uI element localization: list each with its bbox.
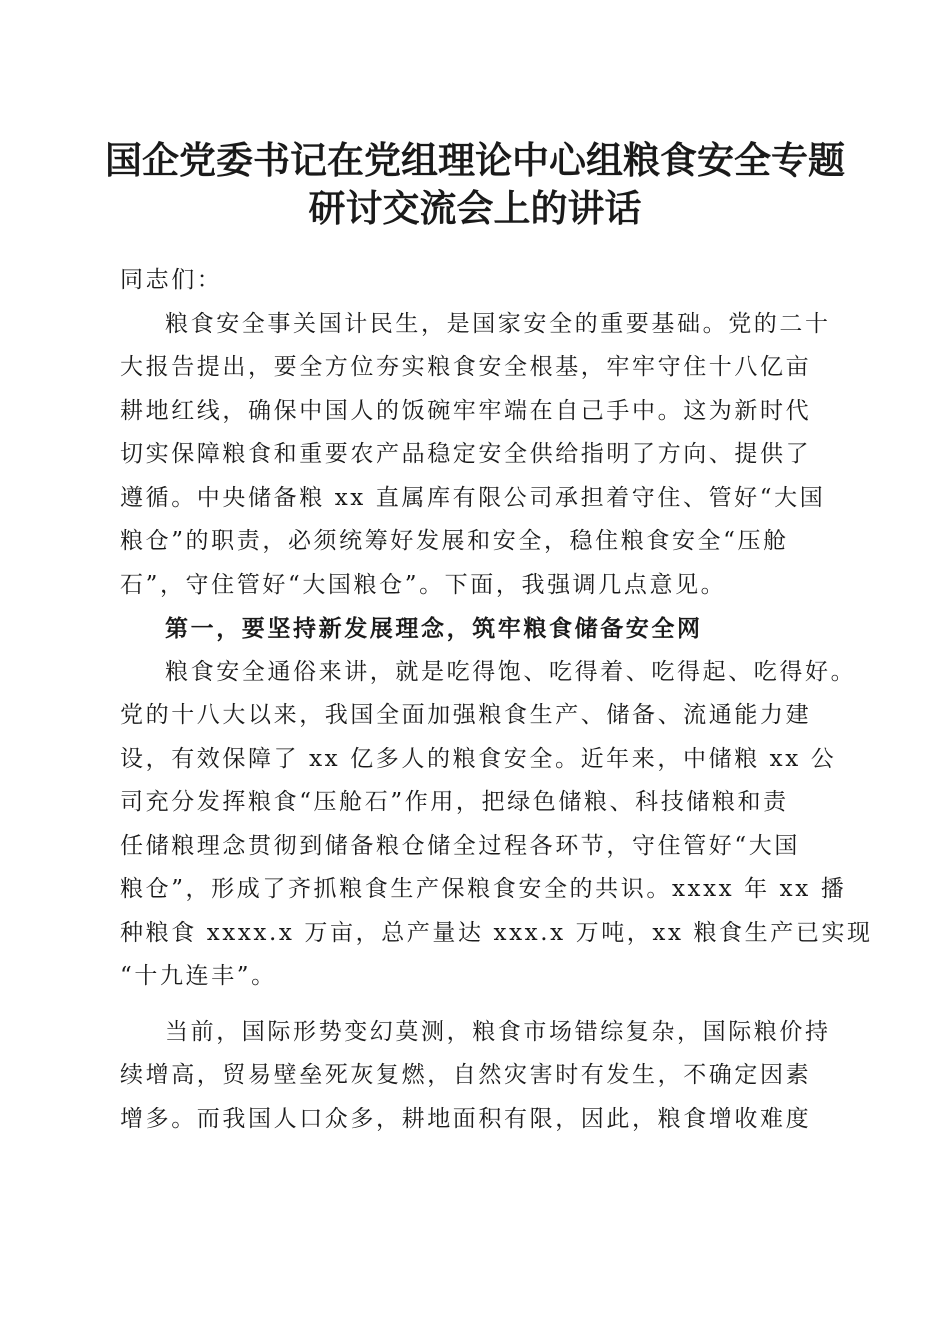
paragraph-line: 设，有效保障了 xx 亿多人的粮食安全。近年来，中储粮 xx 公 (120, 745, 837, 772)
paragraph-line: 切实保障粮食和重要农产品稳定安全供给指明了方向、提供了 (120, 441, 812, 467)
paragraph-line: 遵循。中央储备粮 xx 直属库有限公司承担着守住、管好“大国 (120, 484, 826, 511)
section-heading: 第一，要坚持新发展理念，筑牢粮食储备安全网 (165, 615, 703, 642)
paragraph-line: 石”，守住管好“大国粮仓”。下面，我强调几点意见。 (120, 571, 727, 598)
document-title-line-1: 国企党委书记在党组理论中心组粮食安全专题 (105, 138, 845, 182)
document-title-line-2: 研讨交流会上的讲话 (308, 186, 642, 230)
paragraph-line: 任储粮理念贯彻到储备粮仓储全过程各环节，守住管好“大国 (120, 832, 800, 859)
document-body (120, 259, 873, 1141)
paragraph-line: 粮食安全通俗来讲，就是吃得饱、吃得着、吃得起、吃得好。 (165, 658, 857, 685)
paragraph-line: 司充分发挥粮食“压舱石”作用，把绿色储粮、科技储粮和责 (120, 789, 789, 815)
paragraph-line: 党的十八大以来，我国全面加强粮食生产、储备、流通能力建 (120, 702, 812, 728)
greeting: 同志们： (120, 267, 223, 293)
paragraph-line: 大报告提出，要全方位夯实粮食安全根基，牢牢守住十八亿亩 (120, 354, 812, 380)
paragraph-line: 种粮食 xxxx.x 万亩，总产量达 xxx.x 万吨，xx 粮食生产已实现 (120, 919, 873, 946)
paragraph-line: 粮仓”，形成了齐抓粮食生产保粮食安全的共识。xxxx 年 xx 播 (120, 876, 847, 902)
paragraph-line: 续增高，贸易壁垒死灰复燃，自然灾害时有发生，不确定因素 (120, 1062, 812, 1088)
paragraph-1 (120, 303, 835, 608)
paragraph-line: 增多。而我国人口众多，耕地面积有限，因此，粮食增收难度 (120, 1105, 812, 1132)
paragraph-line: 耕地红线，确保中国人的饭碗牢牢端在自己手中。这为新时代 (120, 397, 812, 424)
paragraph-gap (120, 999, 835, 1011)
paragraph-3 (120, 1011, 835, 1142)
paragraph-2 (120, 651, 873, 999)
paragraph-line: “十九连丰”。 (120, 963, 277, 989)
paragraph-line: 当前，国际形势变幻莫测，粮食市场错综复杂，国际粮价持 (165, 1018, 831, 1045)
paragraph-line: 粮食安全事关国计民生，是国家安全的重要基础。党的二十 (165, 310, 831, 337)
paragraph-line: 粮仓”的职责，必须统筹好发展和安全，稳住粮食安全“压舱 (120, 528, 789, 554)
